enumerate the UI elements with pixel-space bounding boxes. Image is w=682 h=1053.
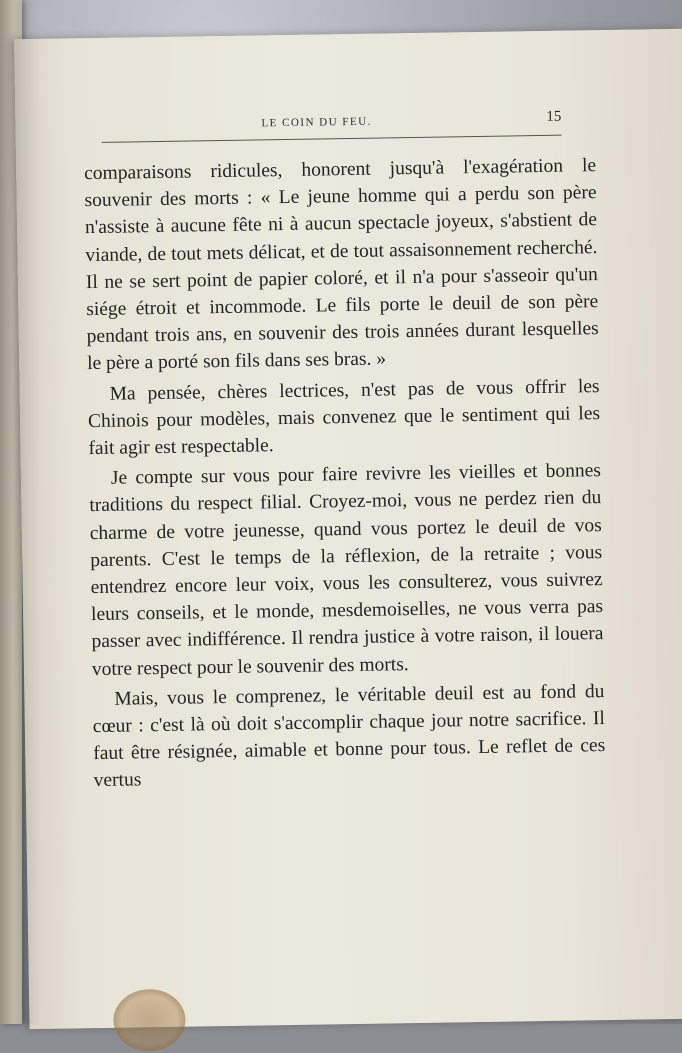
paragraph-2: Ma pensée, chères lectrices, n'est pas de vous offrir les Chinois pour modèles, mais convenez que le sentiment qui les fait agir est respectable. [87,375,601,460]
paragraph-1: comparaisons ridicules, honorent jusqu'à l'exagération le souvenir des morts : « Le jeune homme qui a perdu son père n'assiste à aucune fête ni à aucun spectacle joyeux, s'abstient de viande, de tout mets délicat, et de tout assaisonnement recherché. Il ne se sert point de papier coloré, et il n'a pour s'asseoir qu'un siége étroit et incommode. Le fils porte le deuil de son père pendant trois ans, en souvenir des trois années durant lesquelles le père a porté son fils dans ses bras. » [83,155,599,375]
paragraph-4: Mais, vous le comprenez, le véritable deuil est au fond du cœur : c'est là où doit s'accomplir chaque jour notre sacrifice. Il faut être résignée, aimable et bonne pour tous. Le reflet de ces vertus [92,680,606,792]
paragraph-3: Je compte sur vous pour faire revivre les vieilles et bonnes traditions du respect filial. Croyez-moi, vous ne perdez rien du charme de votre jeunesse, quand vous portez le deuil de vos parents. C'est le temps de la réflexion, de la retraite ; vous entendrez encore leur voix, vous les consulterez, vous suivrez leurs conseils, et le monde, mesdemoiselles, ne vous verra pas passer avec indifférence. Il rendra justice à votre raison, il louera votre respect pour le souvenir des morts. [89,460,604,680]
running-head [101,109,561,143]
book-page [14,29,682,1029]
page-number: 15 [546,108,562,125]
body-text [84,152,606,795]
page-stain [113,989,186,1052]
running-title: LE COIN DU FEU. [261,115,372,130]
